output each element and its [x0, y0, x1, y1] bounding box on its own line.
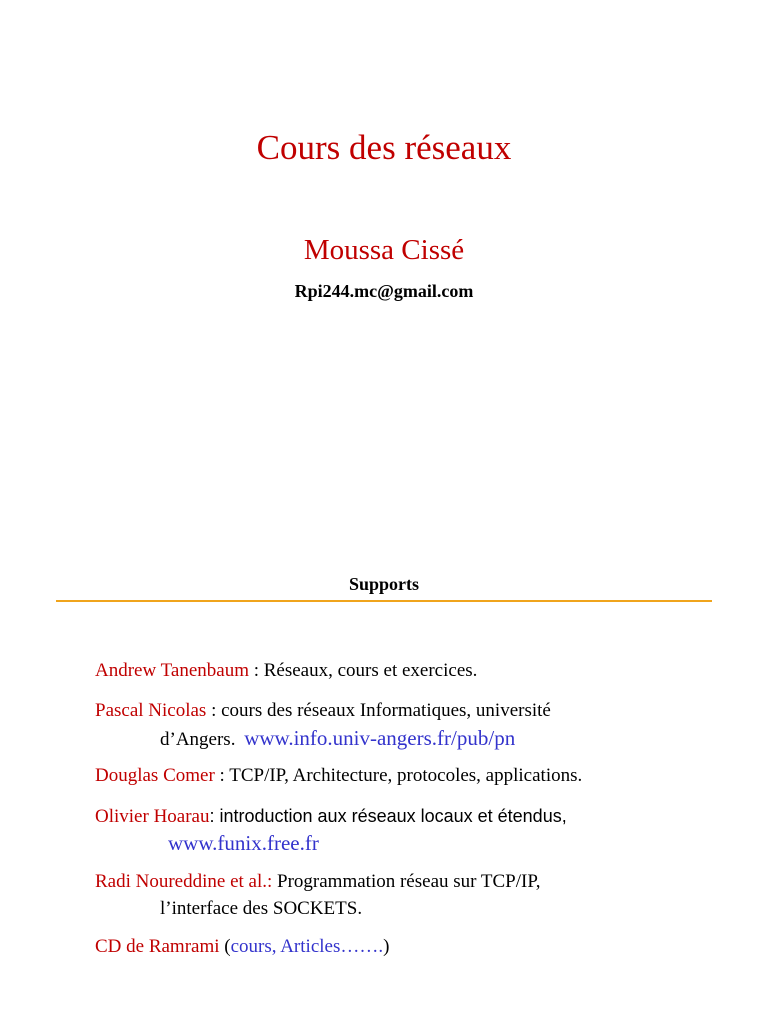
- reference-link[interactable]: www.info.univ-angers.fr/pub/pn: [244, 726, 516, 750]
- reference-item-noureddine-line2: [160, 896, 362, 922]
- supports-heading: Supports: [348, 574, 420, 594]
- reference-author: Pascal Nicolas: [95, 700, 207, 721]
- reference-author: Andrew Tanenbaum: [95, 660, 249, 681]
- reference-text: : introduction aux réseaux locaux et étendus,: [209, 806, 567, 826]
- reference-item-tanenbaum: [95, 658, 477, 684]
- reference-paren-open: (: [219, 936, 231, 957]
- reference-author: Douglas Comer: [95, 765, 215, 786]
- reference-text-continued: d’Angers.: [160, 729, 236, 750]
- author-name: Moussa Cissé: [303, 234, 465, 266]
- divider-rule: [56, 600, 712, 602]
- reference-item-ramrami: [95, 934, 389, 960]
- reference-link[interactable]: www.funix.free.fr: [168, 831, 319, 855]
- reference-item-hoarau-line2: [168, 830, 319, 858]
- reference-paren-close: ): [383, 936, 390, 957]
- reference-text: : cours des réseaux Informatiques, université: [206, 700, 551, 721]
- reference-item-nicolas-line2: [160, 725, 515, 753]
- reference-item-comer: [95, 763, 582, 789]
- reference-item-noureddine: [95, 869, 541, 895]
- reference-author: CD de Ramrami: [95, 936, 220, 957]
- reference-link[interactable]: cours, Articles…….: [230, 936, 384, 957]
- author-email: Rpi244.mc@gmail.com: [294, 281, 474, 301]
- reference-item-hoarau: [95, 803, 567, 830]
- reference-item-nicolas: [95, 698, 551, 724]
- reference-author: Olivier Hoarau: [95, 806, 210, 827]
- reference-text-continued: l’interface des SOCKETS.: [160, 898, 363, 919]
- page-title: Cours des réseaux: [256, 128, 512, 167]
- reference-text: : TCP/IP, Architecture, protocoles, applications.: [214, 765, 583, 786]
- reference-text: : Réseaux, cours et exercices.: [248, 660, 478, 681]
- reference-author: Radi Noureddine et al.:: [95, 871, 273, 892]
- reference-text: Programmation réseau sur TCP/IP,: [272, 871, 541, 892]
